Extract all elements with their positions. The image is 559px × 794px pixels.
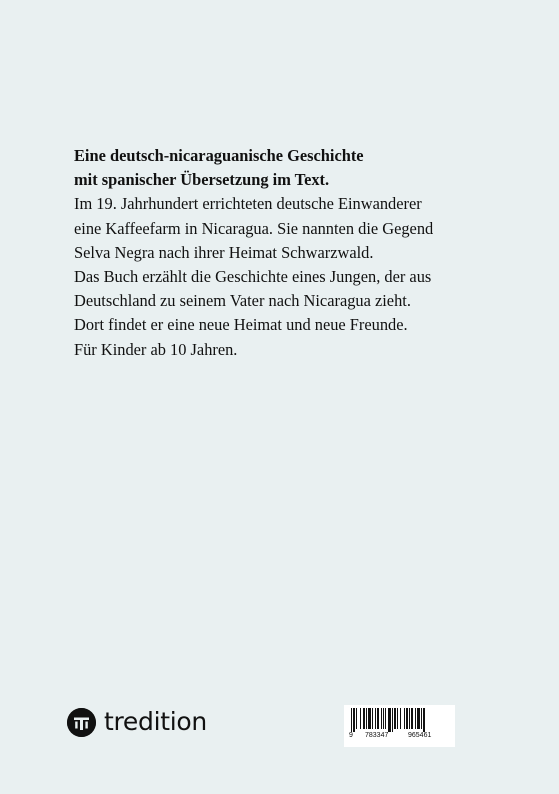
barcode-bar — [375, 708, 376, 729]
barcode-bar — [409, 708, 410, 729]
publisher-name: tredition — [104, 706, 207, 736]
barcode-bar — [423, 708, 425, 732]
barcode-bar — [392, 708, 393, 732]
body-line-2: eine Kaffeefarm in Nicaragua. Sie nannten die Gegend — [74, 218, 434, 238]
body-line-5: Deutschland zu seinem Vater nach Nicaragua zieht. — [74, 291, 411, 311]
headline-line-1: Eine deutsch-nicaraguanische Geschichte — [74, 146, 364, 165]
body-line-7: Für Kinder ab 10 Jahren. — [74, 339, 238, 359]
body-line-4: Das Buch erzählt die Geschichte eines Jungen, der aus — [74, 267, 432, 287]
barcode-bar — [406, 708, 408, 729]
barcode-bar — [381, 708, 382, 729]
publisher-logo — [67, 705, 207, 739]
barcode-bar — [383, 708, 384, 729]
barcode-bar — [372, 708, 373, 729]
barcode-bar — [363, 708, 365, 729]
barcode-bar — [368, 708, 371, 729]
barcode-bar — [360, 708, 361, 729]
barcode-bar — [417, 708, 420, 729]
barcode-bar — [397, 708, 398, 729]
isbn-barcode — [344, 705, 455, 747]
barcode-group-2: 965461 — [408, 732, 432, 739]
barcode-bar — [388, 708, 391, 732]
barcode-bar — [366, 708, 367, 729]
barcode-bar — [385, 708, 386, 729]
barcode-bar — [421, 708, 422, 729]
barcode-bar — [404, 708, 405, 729]
body-line-3: Selva Negra nach ihrer Heimat Schwarzwald. — [74, 242, 374, 262]
barcode-bar — [356, 708, 357, 729]
barcode-bar — [377, 708, 379, 729]
barcode-bar — [351, 708, 352, 732]
barcode-bar — [400, 708, 401, 729]
barcode-bars — [351, 708, 449, 732]
barcode-bar — [353, 708, 355, 732]
barcode-bar — [415, 708, 416, 729]
body-line-6: Dort findet er eine neue Heimat und neue Freunde. — [74, 315, 408, 335]
barcode-group-1: 783347 — [365, 732, 389, 739]
tredition-logo-icon — [67, 708, 96, 737]
barcode-prefix: 9 — [349, 732, 353, 739]
back-cover-blurb — [74, 144, 494, 362]
headline-line-2: mit spanischer Übersetzung im Text. — [74, 170, 330, 190]
body-line-1: Im 19. Jahrhundert errichteten deutsche Einwanderer — [74, 194, 422, 214]
barcode-bar — [411, 708, 413, 729]
barcode-bar — [394, 708, 396, 729]
